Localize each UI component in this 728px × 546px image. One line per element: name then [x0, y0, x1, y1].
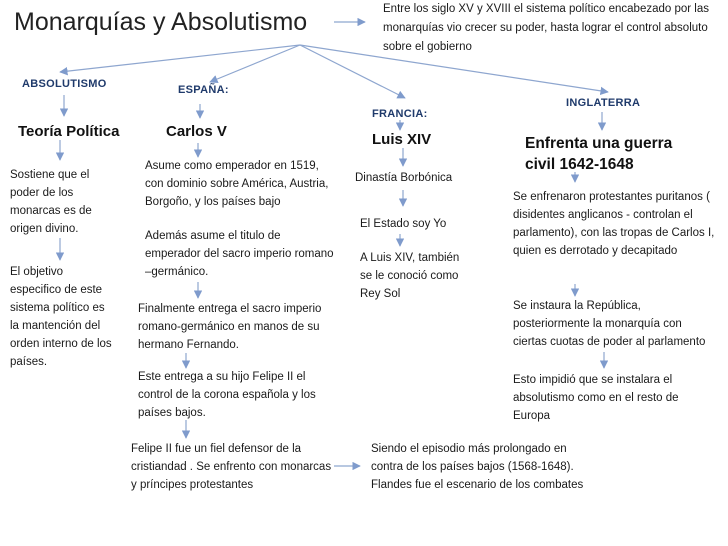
espana-desc-3: Este entrega a su hijo Felipe II el control de la corona española y los países bajos. — [138, 371, 316, 419]
francia-desc-3: A Luis XIV, también se le conoció como Rey Sol — [360, 252, 460, 300]
section-absolutismo: ABSOLUTISMO — [22, 78, 107, 90]
intro-text: Entre los siglo XV y XVIII el sistema político encabezado por las monarquías vio crecer su poder, hasta lograr el control absoluto sobre el gobierno — [383, 3, 709, 53]
francia-desc-1: Dinastía Borbónica — [355, 172, 453, 184]
absolutismo-desc-1: Sostiene que el poder de los monarcas es de origen divino. — [10, 169, 92, 235]
section-francia: FRANCIA: — [372, 108, 428, 120]
inglaterra-desc-3: Esto impidió que se instalara el absolutismo como en el resto de Europa — [513, 374, 679, 422]
espana-desc-5: Siendo el episodio más prolongado en contra de los países bajos (1568-1648). Flandes fue el escenario de los combates — [371, 443, 584, 491]
espana-desc-1a: Asume como emperador en 1519, con dominio sobre América, Austria, Borgoño, y los países bajo — [145, 160, 329, 208]
absolutismo-desc-2: El objetivo especifico de este sistema político es la mantención del orden interno de los países. — [10, 266, 112, 368]
heading-guerra-civil: Enfrenta una guerra civil 1642-1648 — [525, 135, 673, 173]
section-inglaterra: INGLATERRA — [566, 97, 641, 109]
inglaterra-desc-1: Se enfrenaron protestantes puritanos ( disidentes anglicanos - controlan el parlamento), con las tropas de Carlos I, quien es derrotado y decapitado — [513, 191, 715, 257]
section-espana: ESPAÑA: — [178, 84, 229, 96]
espana-desc-1b: Además asume el titulo de emperador del sacro imperio romano –germánico. — [145, 230, 334, 278]
heading-luis-xiv: Luis XIV — [372, 131, 432, 148]
espana-desc-4: Felipe II fue un fiel defensor de la cristiandad . Se enfrento con monarcas y príncipes protestantes — [131, 443, 332, 491]
inglaterra-desc-2: Se instaura la República, posteriormente la monarquía con ciertas cuotas de poder al parlamento — [513, 300, 706, 348]
heading-teoria-politica: Teoría Política — [18, 123, 120, 140]
arrow-to-absolutismo — [60, 45, 300, 72]
francia-desc-2: El Estado soy Yo — [360, 218, 447, 230]
page-title: Monarquías y Absolutismo — [14, 8, 308, 36]
heading-carlos-v: Carlos V — [166, 123, 227, 140]
espana-desc-2: Finalmente entrega el sacro imperio romano-germánico en manos de su hermano Fernando. — [138, 303, 322, 351]
